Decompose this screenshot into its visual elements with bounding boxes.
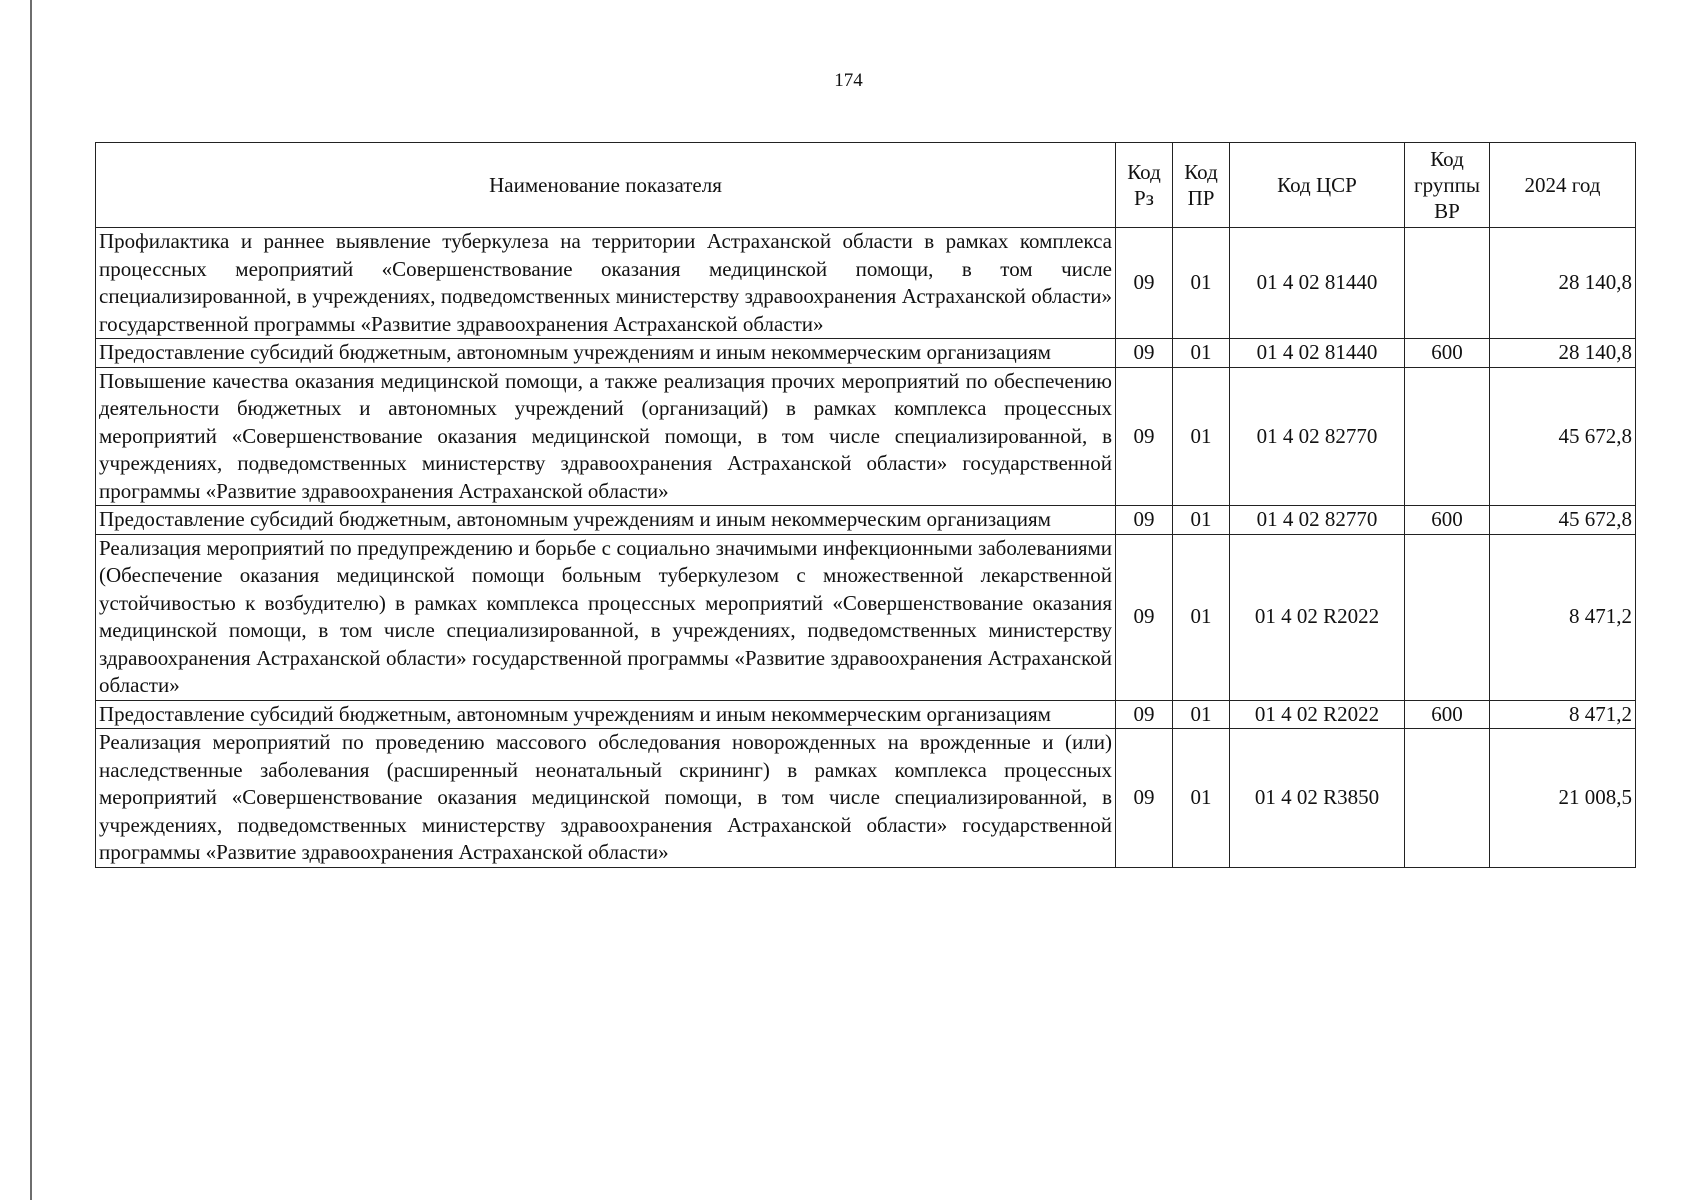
table-row <box>96 367 1636 506</box>
row-csr: 01 4 02 R2022 <box>1230 700 1405 729</box>
row-rz: 09 <box>1116 729 1173 868</box>
row-amount: 45 672,8 <box>1490 367 1636 506</box>
row-name: Предоставление субсидий бюджетным, автономным учреждениям и иным некоммерческим организациям <box>96 339 1116 368</box>
row-pr: 01 <box>1173 367 1230 506</box>
row-name: Реализация мероприятий по проведению массового обследования новорожденных на врожденные и (или) наследственные заболевания (расширенный неонатальный скрининг) в рамках комплекса процессных мероприятий «Совершенствование оказания медицинской помощи, в том числе специализированной, в учреждениях, подведомственных министерству здравоохранения Астраханской области» государственной программы «Развитие здравоохранения Астраханской области» <box>96 729 1116 868</box>
row-vr <box>1405 729 1490 868</box>
row-vr: 600 <box>1405 339 1490 368</box>
table-row <box>96 729 1636 868</box>
row-rz: 09 <box>1116 339 1173 368</box>
row-amount: 8 471,2 <box>1490 534 1636 700</box>
page-number: 174 <box>834 70 863 91</box>
row-amount: 28 140,8 <box>1490 339 1636 368</box>
row-name: Реализация мероприятий по предупреждению и борьбе с социально значимыми инфекционными заболеваниями (Обеспечение оказания медицинской помощи больным туберкулезом с множественной лекарственной устойчивостью к возбудителю) в рамках комплекса процессных мероприятий «Совершенствование оказания медицинской помощи, в том числе специализированной, в учреждениях, подведомственных министерству здравоохранения Астраханской области» государственной программы «Развитие здравоохранения Астраханской области» <box>96 534 1116 700</box>
row-vr <box>1405 228 1490 339</box>
header-year: 2024 год <box>1490 143 1636 228</box>
row-vr: 600 <box>1405 506 1490 535</box>
row-pr: 01 <box>1173 534 1230 700</box>
row-name: Повышение качества оказания медицинской помощи, а также реализация прочих мероприятий по обеспечению деятельности бюджетных и автономных учреждений (организаций) в рамках комплекса процессных мероприятий «Совершенствование оказания медицинской помощи, в том числе специализированной, в учреждениях, подведомственных министерству здравоохранения Астраханской области» государственной программы «Развитие здравоохранения Астраханской области» <box>96 367 1116 506</box>
row-name: Предоставление субсидий бюджетным, автономным учреждениям и иным некоммерческим организациям <box>96 506 1116 535</box>
row-rz: 09 <box>1116 534 1173 700</box>
table-row <box>96 506 1636 535</box>
row-amount: 45 672,8 <box>1490 506 1636 535</box>
header-pr: Код ПР <box>1173 143 1230 228</box>
row-csr: 01 4 02 R2022 <box>1230 534 1405 700</box>
row-vr: 600 <box>1405 700 1490 729</box>
row-pr: 01 <box>1173 339 1230 368</box>
row-rz: 09 <box>1116 367 1173 506</box>
table-header-row <box>96 143 1636 228</box>
budget-table <box>95 142 1636 868</box>
row-amount: 8 471,2 <box>1490 700 1636 729</box>
table-row <box>96 339 1636 368</box>
row-csr: 01 4 02 81440 <box>1230 339 1405 368</box>
row-pr: 01 <box>1173 700 1230 729</box>
table-row <box>96 534 1636 700</box>
row-vr <box>1405 534 1490 700</box>
row-name: Профилактика и раннее выявление туберкулеза на территории Астраханской области в рамках комплекса процессных мероприятий «Совершенствование оказания медицинской помощи, в том числе специализированной, в учреждениях, подведомственных министерству здравоохранения Астраханской области» государственной программы «Развитие здравоохранения Астраханской области» <box>96 228 1116 339</box>
table-row <box>96 700 1636 729</box>
row-amount: 21 008,5 <box>1490 729 1636 868</box>
row-rz: 09 <box>1116 228 1173 339</box>
row-rz: 09 <box>1116 700 1173 729</box>
row-pr: 01 <box>1173 729 1230 868</box>
row-name: Предоставление субсидий бюджетным, автономным учреждениям и иным некоммерческим организациям <box>96 700 1116 729</box>
row-csr: 01 4 02 R3850 <box>1230 729 1405 868</box>
row-csr: 01 4 02 82770 <box>1230 506 1405 535</box>
row-csr: 01 4 02 81440 <box>1230 228 1405 339</box>
page-margin-line <box>30 0 32 1200</box>
header-rz: Код Рз <box>1116 143 1173 228</box>
header-csr: Код ЦСР <box>1230 143 1405 228</box>
table-row <box>96 228 1636 339</box>
row-pr: 01 <box>1173 228 1230 339</box>
row-pr: 01 <box>1173 506 1230 535</box>
row-amount: 28 140,8 <box>1490 228 1636 339</box>
row-vr <box>1405 367 1490 506</box>
header-vr: Код группы ВР <box>1405 143 1490 228</box>
row-rz: 09 <box>1116 506 1173 535</box>
header-name: Наименование показателя <box>96 143 1116 228</box>
row-csr: 01 4 02 82770 <box>1230 367 1405 506</box>
